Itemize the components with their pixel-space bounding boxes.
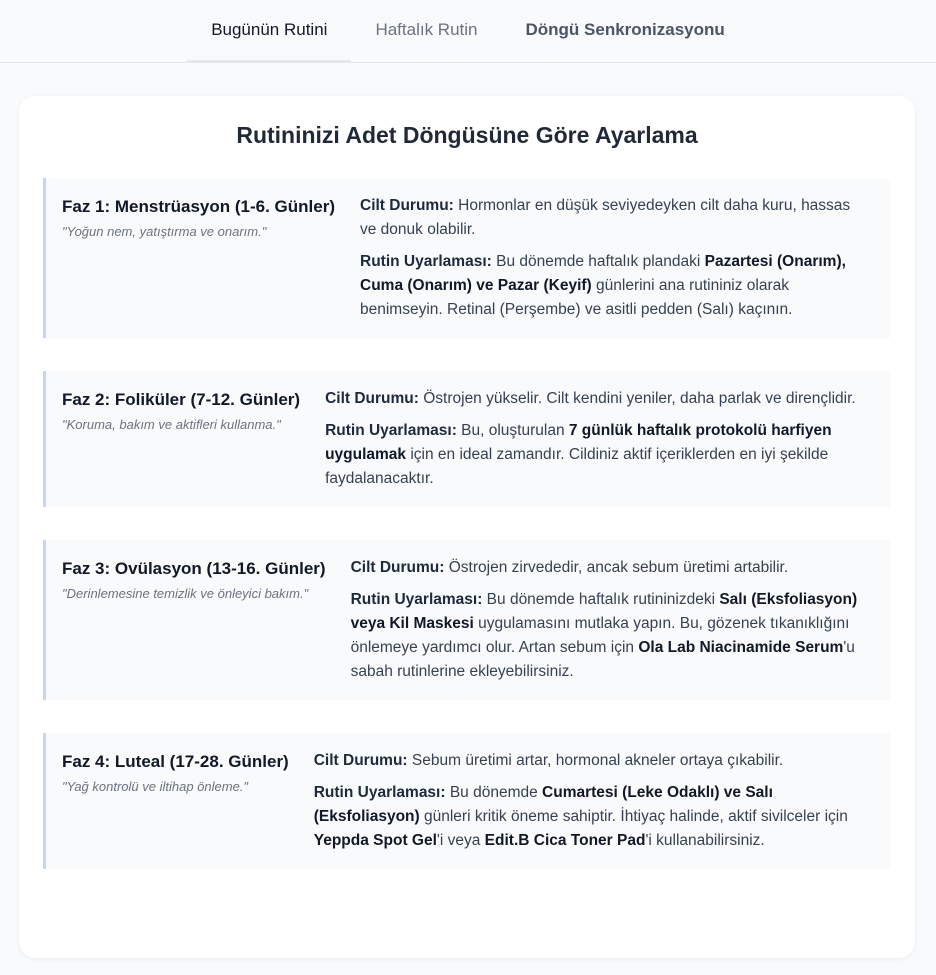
routine-adjustment-label: Rutin Uyarlaması: (350, 591, 483, 608)
phase-block (43, 178, 890, 338)
routine-adjustment (314, 781, 870, 853)
phase-block (43, 733, 890, 869)
phase-motto: "Koruma, bakım ve aktifleri kullanma." (62, 417, 281, 432)
phase-block (43, 540, 890, 700)
highlight-text: Pazartesi (Onarım), Cuma (Onarım) ve Pazar (Keyif) (360, 253, 846, 294)
tab-weekly-routine[interactable]: Haftalık Rutin (375, 20, 478, 39)
routine-text: Bu, oluşturulan (456, 422, 569, 439)
skin-condition-label: Cilt Durumu: (313, 752, 408, 769)
routine-adjustment-label: Rutin Uyarlaması: (325, 422, 457, 439)
routine-text: uygulamasını mutlaka yapın. Bu, gözenek tıkanıklığını önlemeye yardımcı olur. Artan sebum için (350, 615, 850, 656)
phase-details (360, 194, 870, 322)
cycle-sync-card (19, 96, 915, 958)
phase-motto: "Yoğun nem, yatıştırma ve onarım." (62, 224, 267, 239)
skin-condition (325, 387, 870, 411)
skin-condition-text: Östrojen zirvededir, ancak sebum üretimi artabilir. (444, 559, 789, 576)
phase-name: Faz 2: Foliküler (7-12. Günler) (62, 390, 301, 409)
skin-condition (314, 749, 870, 773)
skin-condition (360, 194, 870, 242)
skin-condition-text: Hormonlar en düşük seviyedeyken cilt daha kuru, hassas ve donuk olabilir. (360, 197, 851, 238)
phase-details (314, 749, 870, 853)
phase-list (43, 178, 891, 869)
phase-header (62, 194, 360, 322)
skin-condition (351, 556, 870, 580)
routine-adjustment-label: Rutin Uyarlaması: (313, 784, 446, 801)
skin-condition-label: Cilt Durumu: (325, 390, 419, 407)
phase-header (62, 556, 351, 684)
routine-adjustment (325, 419, 870, 491)
routine-adjustment-label: Rutin Uyarlaması: (360, 253, 492, 270)
routine-text: 'i kullanabilirsiniz. (645, 832, 765, 849)
routine-text: günlerini ana rutininiz olarak benimseyin. Retinal (Perşembe) ve asitli pedden (Salı) kaçının. (360, 277, 793, 318)
phase-name: Faz 3: Ovülasyon (13-16. Günler) (62, 559, 326, 578)
tab-cycle-sync[interactable]: Döngü Senkronizasyonu (525, 20, 725, 39)
highlight-text: Cumartesi (Leke Odaklı) ve Salı (Eksfoliasyon) (313, 784, 773, 825)
routine-text: Bu dönemde haftalık rutininizdeki (482, 591, 720, 608)
skin-condition-label: Cilt Durumu: (360, 197, 454, 214)
tab-bar (0, 0, 936, 63)
highlight-text: Ola Lab Niacinamide Serum (638, 639, 844, 656)
phase-motto: "Derinlemesine temizlik ve önleyici bakım." (62, 586, 309, 601)
routine-adjustment (360, 250, 870, 322)
phase-header (62, 387, 325, 491)
phase-motto: "Yağ kontrolü ve iltihap önleme." (62, 779, 249, 794)
highlight-text: Edit.B Cica Toner Pad (484, 832, 646, 849)
routine-text: 'i veya (436, 832, 485, 849)
skin-condition-label: Cilt Durumu: (350, 559, 445, 576)
card-title: Rutininizi Adet Döngüsüne Göre Ayarlama (236, 122, 698, 148)
routine-text: Bu dönemde (445, 784, 543, 801)
routine-text: Bu dönemde haftalık plandaki (491, 253, 705, 270)
highlight-text: 7 günlük haftalık protokolü harfiyen uygulamak (325, 422, 832, 463)
skin-condition-text: Sebum üretimi artar, hormonal akneler ortaya çıkabilir. (407, 752, 784, 769)
phase-name: Faz 4: Luteal (17-28. Günler) (62, 752, 289, 771)
highlight-text: Salı (Eksfoliasyon) veya Kil Maskesi (350, 591, 858, 632)
phase-header (62, 749, 314, 853)
routine-text: günleri kritik öneme sahiptir. İhtiyaç halinde, aktif sivilceler için (419, 808, 848, 825)
phase-name: Faz 1: Menstrüasyon (1-6. Günler) (62, 197, 335, 216)
phase-details (325, 387, 870, 491)
tab-todays-routine[interactable]: Bugünün Rutini (187, 0, 351, 63)
highlight-text: Yeppda Spot Gel (313, 832, 437, 849)
routine-text: 'u sabah rutinlerine ekleyebilirsiniz. (350, 639, 855, 680)
routine-text: için en ideal zamandır. Cildiniz aktif içeriklerden en iyi şekilde faydalanacaktır. (325, 446, 829, 487)
skin-condition-text: Östrojen yükselir. Cilt kendini yeniler, daha parlak ve dirençlidir. (418, 390, 856, 407)
phase-details (351, 556, 870, 684)
phase-block (43, 371, 890, 507)
routine-adjustment (351, 588, 870, 684)
